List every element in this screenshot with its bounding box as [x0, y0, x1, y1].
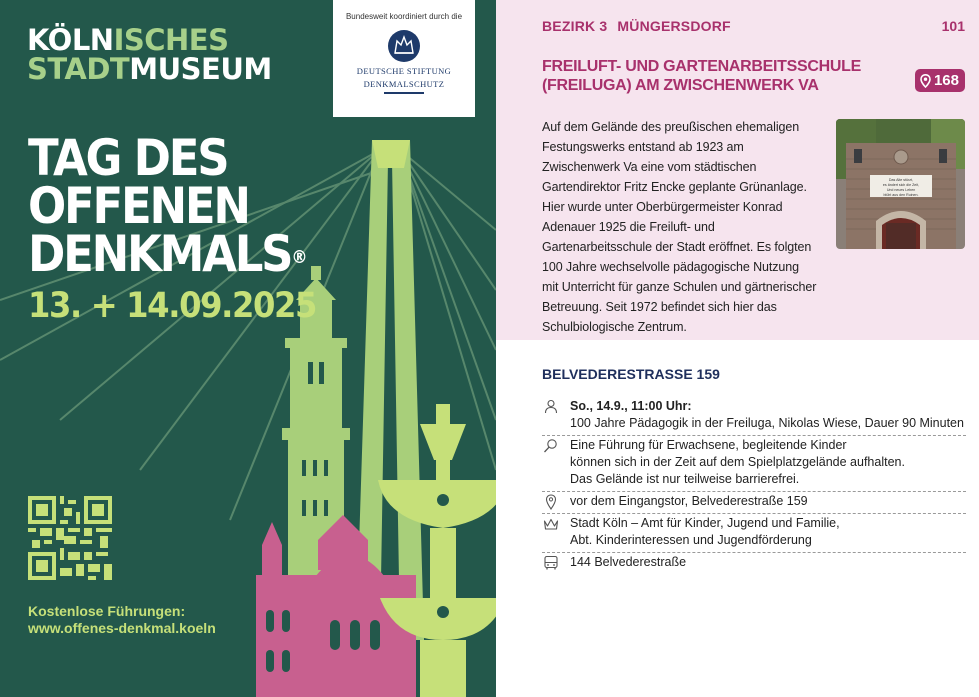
event-info-list [542, 397, 966, 574]
stiftung-seal-icon [387, 29, 421, 63]
list-item: vor dem Eingangstor, Belvederestraße 159 [542, 492, 966, 514]
monument-description: Auf dem Gelände des preußischen ehemaligen Festungswerks entstand ab 1923 am Zwischenwerk Va eine vom städtischen Gartendirektor Fritz Encke geplante Grünanlage. Hier wurde unter Oberbürgermeister Konrad Adenauer 1925 die Freiluft- und Gartenarbeitsschule der Stadt eröffnet. Es folgten 100 Jahre wechselvolle pädagogische Nutzung mit Unterricht für ganze Schulen und gärtnerischer Betreuung. Seit 1972 befindet sich hier das Schulbiologische Zentrum. [542, 120, 817, 334]
website-link[interactable]: www.offenes-denkmal.koeln [28, 620, 216, 636]
sign-line-2: es ändert sich die Zeit, [882, 183, 920, 187]
sign-line-3: Und neues Leben [886, 188, 916, 192]
sign-line-1: Das Alte stürzt, [888, 178, 914, 182]
qr-code-icon[interactable] [28, 496, 112, 580]
description-section [496, 0, 979, 340]
page-number: 101 [941, 18, 965, 34]
list-item: Eine Führung für Erwachsene, begleitende Kinder können sich in der Zeit auf dem Spielplatzgelände aufhalten. Das Gelände ist nur teilweise barrierefrei. [542, 436, 966, 492]
location-pin-icon [542, 494, 560, 510]
bus-icon [542, 555, 560, 571]
list-item: Stadt Köln – Amt für Kinder, Jugend und Familie, Abt. Kinderinteressen und Jugendförderung [542, 514, 966, 553]
person-icon [542, 399, 560, 415]
event-date: 13. + 14.09.2025 [28, 286, 317, 326]
stiftung-logo-box: Bundesweit koordiniert durch die DEUTSCHE STIFTUNG DENKMALSCHUTZ [333, 0, 475, 117]
crown-icon [542, 516, 560, 532]
list-item: 144 Belvederestraße [542, 553, 966, 574]
tours-info: Kostenlose Führungen: www.offenes-denkmal.koeln [28, 603, 216, 636]
list-item: So., 14.9., 11:00 Uhr: 100 Jahre Pädagogik in der Freiluga, Nikolas Wiese, Dauer 90 Minuten [542, 397, 966, 436]
location-pin-icon [920, 74, 931, 88]
gate-photo [836, 119, 965, 249]
sign-line-4: blüht aus den Ruinen. [883, 193, 919, 197]
monument-title: FREILUFT- UND GARTENARBEITSSCHULE (FREILUGA) AM ZWISCHENWERK VA [542, 58, 861, 94]
monument-number-badge: 168 [915, 69, 965, 92]
magnifier-icon [542, 438, 560, 454]
address-heading: BELVEDERESTRASSE 159 [542, 366, 720, 382]
museum-logo: KÖLNISCHES STADTMUSEUM [27, 23, 272, 86]
detail-panel [496, 0, 979, 697]
event-title: TAG DES OFFENEN DENKMALS® [28, 129, 308, 283]
district-header: BEZIRK 3 MÜNGERSDORF [542, 18, 731, 34]
